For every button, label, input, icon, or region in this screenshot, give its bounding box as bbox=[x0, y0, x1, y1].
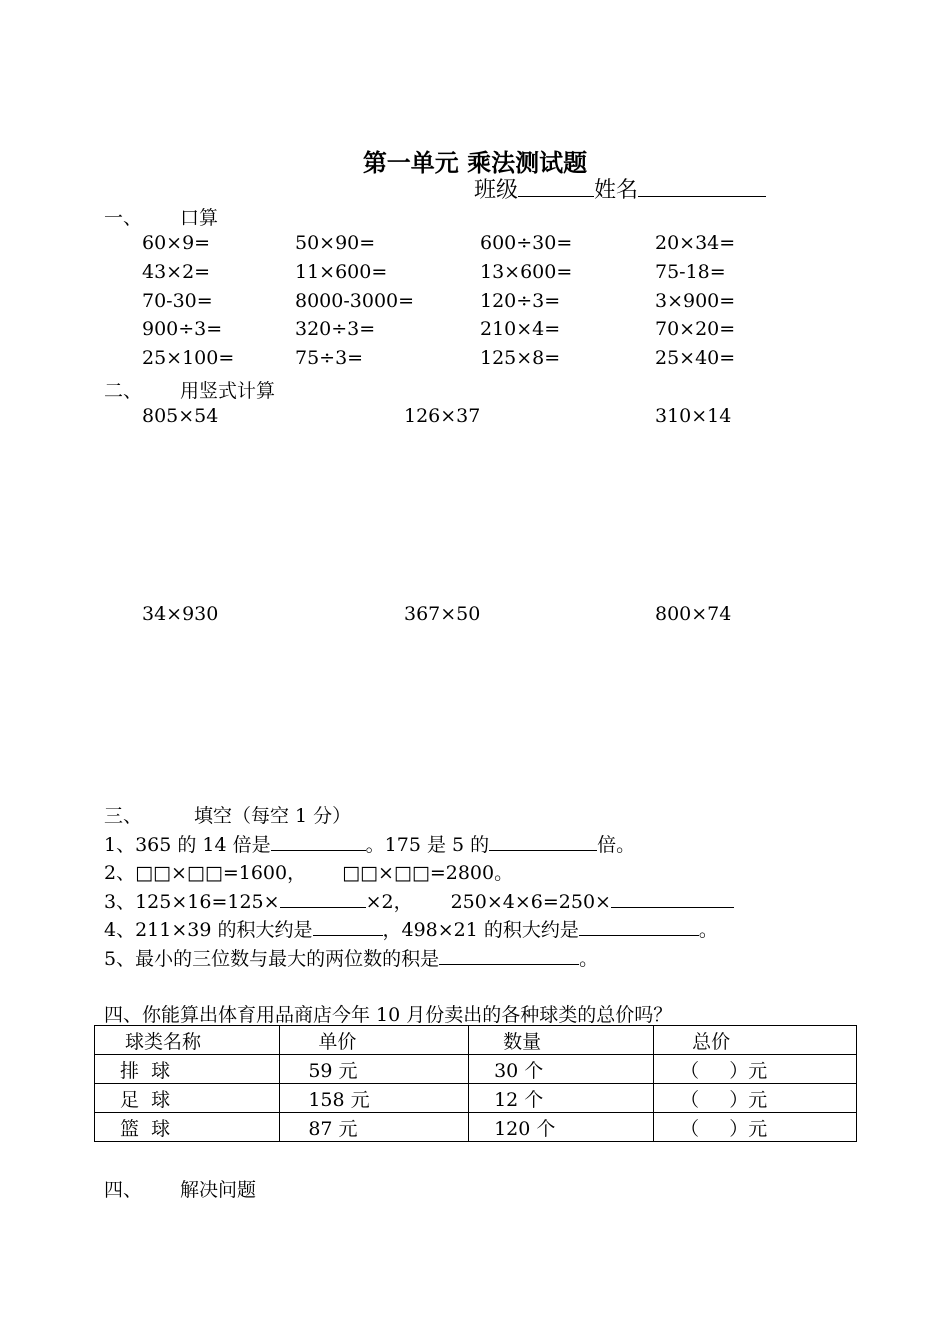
vertical-row bbox=[0, 603, 950, 632]
oral-item: 70-30= bbox=[142, 290, 213, 312]
oral-item: 210×4= bbox=[480, 318, 561, 340]
answer-blank[interactable] bbox=[280, 887, 366, 908]
oral-item: 8000-3000= bbox=[295, 290, 415, 312]
answer-blank[interactable] bbox=[489, 830, 597, 851]
section-number: 二、 bbox=[104, 380, 143, 402]
oral-item: 75-18= bbox=[655, 261, 726, 283]
table-cell: 87 元 bbox=[280, 1113, 469, 1142]
oral-item: 900÷3= bbox=[142, 318, 223, 340]
question-text: 。 bbox=[579, 948, 599, 970]
table-header-cell: 球类名称 bbox=[95, 1026, 280, 1055]
section-title: 解决问题 bbox=[180, 1179, 257, 1201]
table-header-cell: 单价 bbox=[280, 1026, 469, 1055]
total-price-cell[interactable]: （ ）元 bbox=[654, 1055, 857, 1084]
vertical-item: 800×74 bbox=[655, 603, 732, 625]
table-cell: 30 个 bbox=[469, 1055, 654, 1084]
answer-blank[interactable] bbox=[439, 944, 579, 965]
oral-row bbox=[0, 232, 950, 261]
question-text: 3、125×16=125× bbox=[104, 891, 280, 913]
table-header-cell: 总价 bbox=[654, 1026, 857, 1055]
table-cell: 12 个 bbox=[469, 1084, 654, 1113]
section-4-heading: 四、你能算出体育用品商店今年 10 月份卖出的各种球类的总价吗？ bbox=[104, 1004, 673, 1026]
answer-blank[interactable] bbox=[271, 830, 366, 851]
vertical-row bbox=[0, 405, 950, 434]
question-text: 1、365 的 14 倍是 bbox=[104, 834, 271, 856]
table-row bbox=[95, 1113, 857, 1142]
oral-item: 25×40= bbox=[655, 347, 736, 369]
total-price-cell[interactable]: （ ）元 bbox=[654, 1084, 857, 1113]
oral-row bbox=[0, 318, 950, 347]
oral-item: 320÷3= bbox=[295, 318, 376, 340]
vertical-item: 310×14 bbox=[655, 405, 732, 427]
question-text: ×2， bbox=[365, 891, 413, 913]
ball-price-table bbox=[94, 1025, 857, 1142]
section-2-heading bbox=[104, 376, 275, 403]
answer-blank[interactable] bbox=[611, 887, 734, 908]
fill-question-2 bbox=[104, 858, 513, 885]
oral-item: 70×20= bbox=[655, 318, 736, 340]
vertical-item: 34×930 bbox=[142, 603, 219, 625]
fill-question-5 bbox=[104, 944, 598, 971]
oral-row bbox=[0, 347, 950, 376]
question-text: 。 bbox=[698, 919, 718, 941]
oral-item: 120÷3= bbox=[480, 290, 561, 312]
table-cell: 120 个 bbox=[469, 1113, 654, 1142]
table-cell: 足 球 bbox=[95, 1084, 280, 1113]
table-cell: 排 球 bbox=[95, 1055, 280, 1084]
oral-item: 20×34= bbox=[655, 232, 736, 254]
oral-row bbox=[0, 261, 950, 290]
name-label: 姓名 bbox=[594, 178, 639, 204]
question-text: 5、最小的三位数与最大的两位数的积是 bbox=[104, 948, 440, 970]
table-cell: 158 元 bbox=[280, 1084, 469, 1113]
vertical-item: 126×37 bbox=[404, 405, 481, 427]
section-1-heading bbox=[104, 203, 218, 230]
oral-item: 11×600= bbox=[295, 261, 388, 283]
question-text: 2、□□×□□=1600， bbox=[104, 862, 307, 884]
table-row bbox=[95, 1055, 857, 1084]
oral-item: 600÷30= bbox=[480, 232, 573, 254]
section-number: 一、 bbox=[104, 207, 143, 229]
oral-row bbox=[0, 290, 950, 319]
section-title: 口算 bbox=[180, 207, 219, 229]
question-text: ，498×21 的积大约是 bbox=[382, 919, 579, 941]
question-text: 。175 是 5 的 bbox=[365, 834, 490, 856]
table-row bbox=[95, 1084, 857, 1113]
question-text: □□×□□=2800。 bbox=[342, 862, 514, 884]
vertical-item: 367×50 bbox=[404, 603, 481, 625]
section-number: 四、 bbox=[104, 1179, 143, 1201]
oral-item: 125×8= bbox=[480, 347, 561, 369]
fill-question-3 bbox=[104, 887, 734, 914]
oral-item: 60×9= bbox=[142, 232, 211, 254]
class-label: 班级 bbox=[474, 178, 519, 204]
oral-item: 75÷3= bbox=[295, 347, 364, 369]
table-header-cell: 数量 bbox=[469, 1026, 654, 1055]
table-cell: 59 元 bbox=[280, 1055, 469, 1084]
oral-item: 25×100= bbox=[142, 347, 235, 369]
table-header-row bbox=[95, 1026, 857, 1055]
oral-item: 3×900= bbox=[655, 290, 736, 312]
section-3-heading bbox=[104, 801, 351, 828]
class-name-line bbox=[474, 173, 766, 204]
table-cell: 篮 球 bbox=[95, 1113, 280, 1142]
section-number: 三、 bbox=[104, 805, 143, 827]
oral-item: 50×90= bbox=[295, 232, 376, 254]
answer-blank[interactable] bbox=[313, 915, 383, 936]
section-title: 填空（每空 1 分） bbox=[194, 805, 352, 827]
question-text: 4、211×39 的积大约是 bbox=[104, 919, 313, 941]
section-5-heading bbox=[104, 1175, 256, 1202]
fill-question-1 bbox=[104, 830, 635, 857]
oral-item: 43×2= bbox=[142, 261, 211, 283]
class-blank[interactable] bbox=[518, 173, 594, 197]
answer-blank[interactable] bbox=[579, 915, 699, 936]
total-price-cell[interactable]: （ ）元 bbox=[654, 1113, 857, 1142]
vertical-item: 805×54 bbox=[142, 405, 219, 427]
question-text: 倍。 bbox=[597, 834, 636, 856]
section-title: 用竖式计算 bbox=[180, 380, 276, 402]
page-title: 第一单元 乘法测试题 bbox=[362, 148, 588, 177]
question-text: 250×4×6=250× bbox=[450, 891, 611, 913]
oral-item: 13×600= bbox=[480, 261, 573, 283]
name-blank[interactable] bbox=[638, 173, 766, 197]
fill-question-4 bbox=[104, 915, 718, 942]
